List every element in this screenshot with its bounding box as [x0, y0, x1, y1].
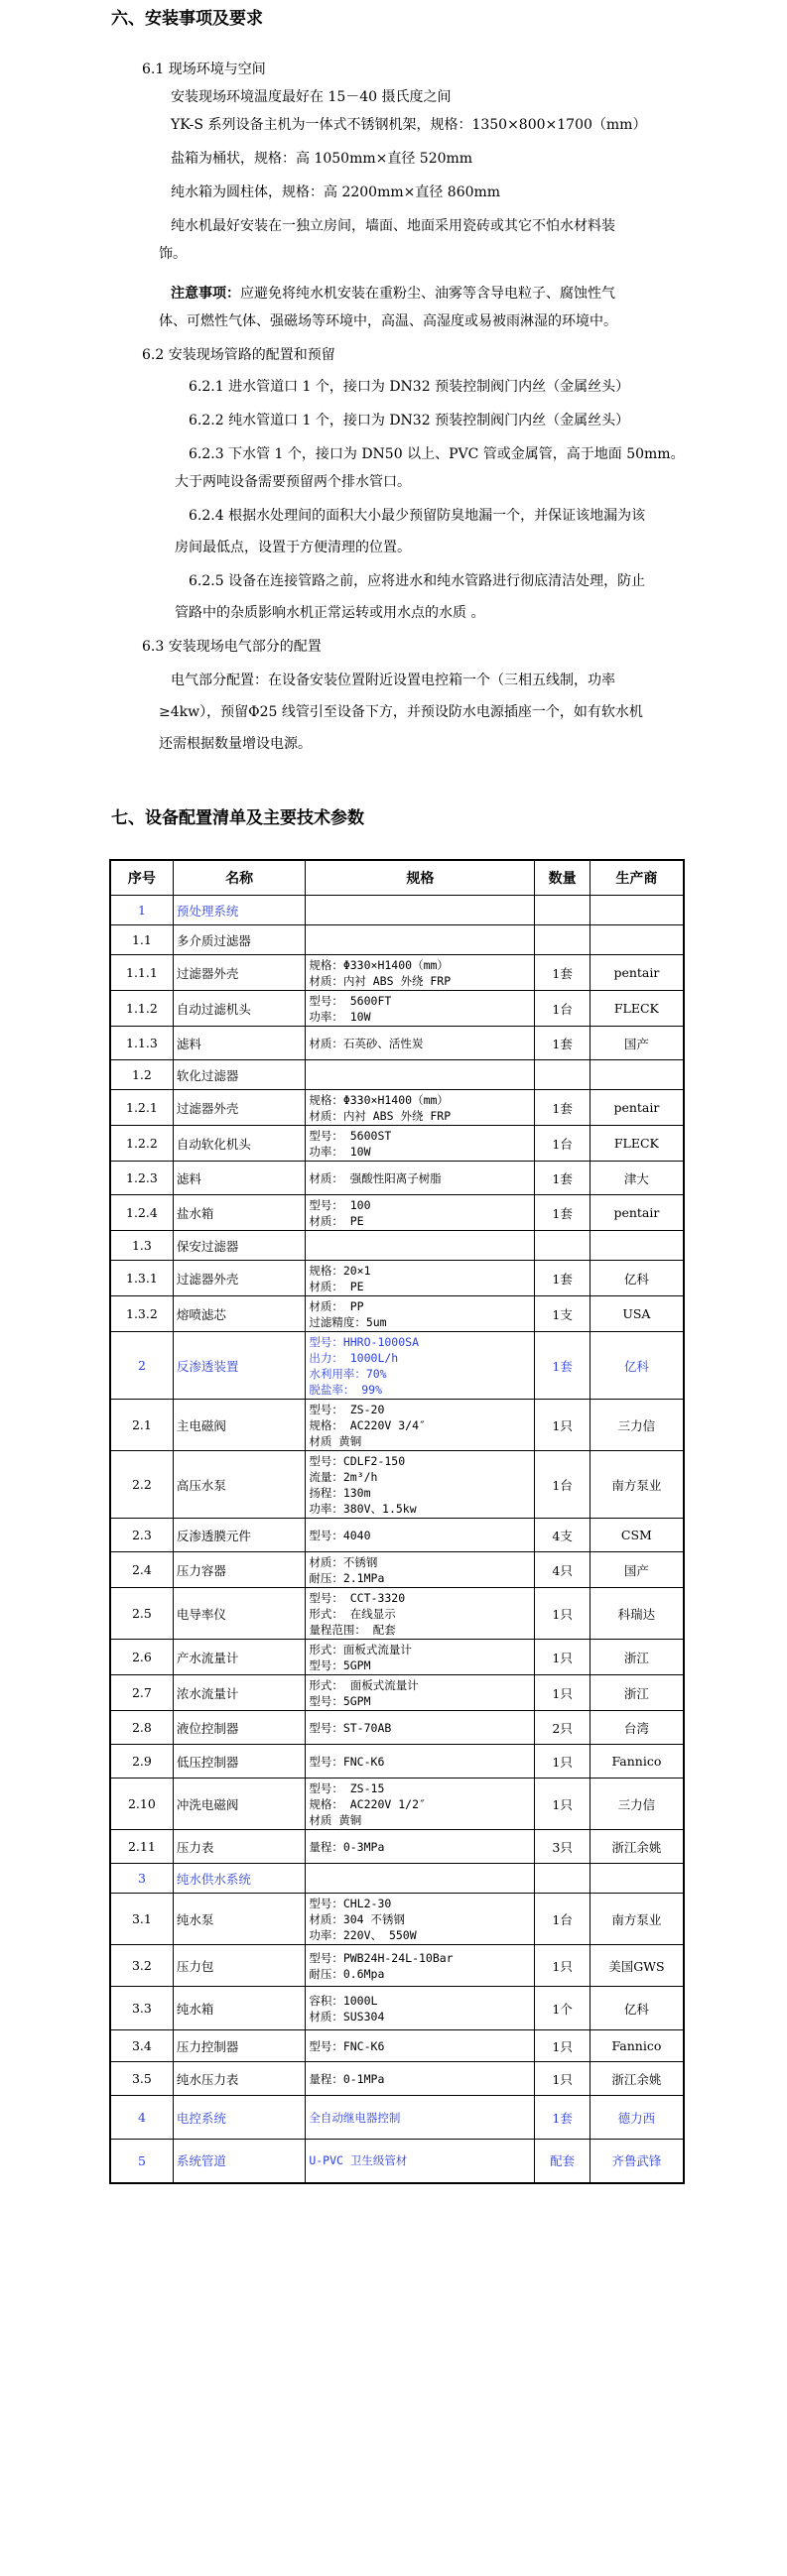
cell-no: 3.1 [110, 1894, 173, 1945]
cell-qty: 3只 [535, 1830, 590, 1864]
cell-name: 电控系统 [173, 2096, 306, 2140]
cell-name: 软化过滤器 [173, 1060, 306, 1090]
spec-line: 出力： 1000L/h [309, 1350, 399, 1365]
spec-line: 型号：5GPM [309, 1657, 371, 1672]
spec-line: 材质： 强酸性阳离子树脂 [309, 1170, 442, 1185]
cell-qty: 1套 [535, 955, 590, 991]
cell-maker: FLECK [590, 1126, 684, 1162]
cell-qty [535, 1231, 590, 1261]
cell-spec [306, 1027, 535, 1060]
spec-line: 材质：内衬 ABS 外绕 FRP [309, 973, 452, 988]
cell-spec [306, 896, 535, 925]
spec-line: 量程：0-1MPa [309, 2071, 385, 2086]
cell-no: 3.5 [110, 2062, 173, 2096]
table-row [110, 1060, 684, 1090]
table-row [110, 2096, 684, 2140]
table-row [110, 1830, 684, 1864]
table-row [110, 1332, 684, 1400]
cell-name: 保安过滤器 [173, 1231, 306, 1261]
cell-name: 多介质过滤器 [173, 925, 306, 955]
spec-line: 型号： ZS-15 [309, 1780, 385, 1795]
cell-name: 过滤器外壳 [173, 955, 306, 991]
cell-no: 2.4 [110, 1552, 173, 1588]
cell-spec [306, 1864, 535, 1894]
cell-maker [590, 896, 684, 925]
spec-line: 材质：不锈钢 [309, 1554, 378, 1569]
cell-no: 1 [110, 896, 173, 925]
cell-name: 低压控制器 [173, 1745, 306, 1779]
spec-line: 材质 黄铜 [309, 1433, 362, 1448]
cell-spec [306, 1894, 535, 1945]
cell-spec [306, 1195, 535, 1231]
cell-qty [535, 925, 590, 955]
text-line: 还需根据数量增设电源。 [159, 736, 312, 752]
cell-name: 熔喷滤芯 [173, 1296, 306, 1332]
spec-line: 材质 黄铜 [309, 1812, 362, 1827]
cell-no: 2.6 [110, 1640, 173, 1675]
cell-qty: 1套 [535, 1332, 590, 1400]
cell-qty [535, 1060, 590, 1090]
text-line: 盐箱为桶状，规格：高 1050mm×直径 520mm [171, 151, 473, 167]
cell-no: 1.3 [110, 1231, 173, 1261]
table-row [110, 1640, 684, 1675]
cell-no: 2.7 [110, 1675, 173, 1711]
table-header-row [110, 860, 684, 896]
table-row [110, 1400, 684, 1451]
cell-maker: 美国GWS [590, 1945, 684, 1987]
cell-spec [306, 1231, 535, 1261]
cell-spec [306, 1060, 535, 1090]
table-row [110, 2140, 684, 2183]
cell-name: 滤料 [173, 1027, 306, 1060]
cell-name: 纯水压力表 [173, 2062, 306, 2096]
cell-no: 1.2.1 [110, 1090, 173, 1126]
cell-spec [306, 1126, 535, 1162]
spec-line: 型号： ZS-20 [309, 1402, 385, 1416]
cell-maker: FLECK [590, 991, 684, 1027]
text-line: 房间最低点，设置于方便清理的位置。 [175, 540, 411, 555]
cell-spec [306, 1451, 535, 1519]
spec-line: 型号：HHRO-1000SA [309, 1334, 419, 1349]
cell-name: 纯水供水系统 [173, 1864, 306, 1894]
cell-maker: CSM [590, 1519, 684, 1552]
spec-line: 扬程：130m [309, 1485, 371, 1500]
table-row [110, 2062, 684, 2096]
cell-qty: 1套 [535, 1195, 590, 1231]
spec-line: 材质：SUS304 [309, 2009, 385, 2024]
cell-spec [306, 2030, 535, 2062]
cell-qty: 1只 [535, 1400, 590, 1451]
cell-qty: 1只 [535, 1945, 590, 1987]
cell-no: 2.11 [110, 1830, 173, 1864]
table-row [110, 1864, 684, 1894]
spec-line: 材质： PE [309, 1279, 364, 1293]
table-row [110, 1231, 684, 1261]
spec-line: 功率：380V、1.5kw [309, 1501, 417, 1516]
table-row [110, 2030, 684, 2062]
table-row [110, 991, 684, 1027]
header-spec: 规格 [306, 860, 535, 896]
cell-qty: 1台 [535, 1451, 590, 1519]
cell-maker: 台湾 [590, 1711, 684, 1745]
cell-spec [306, 1261, 535, 1296]
cell-qty: 1台 [535, 1126, 590, 1162]
cell-no: 1.1.3 [110, 1027, 173, 1060]
cell-qty: 1套 [535, 1162, 590, 1195]
cell-name: 纯水泵 [173, 1894, 306, 1945]
cell-name: 过滤器外壳 [173, 1090, 306, 1126]
cell-maker: 亿科 [590, 1261, 684, 1296]
cell-maker: 津大 [590, 1162, 684, 1195]
spec-line: 型号： CCT-3320 [309, 1590, 406, 1605]
spec-line: 形式： 在线显示 [309, 1606, 396, 1621]
spec-line: 材质：304 不锈钢 [309, 1911, 406, 1926]
cell-maker: Fannico [590, 2030, 684, 2062]
cell-maker: 浙江余姚 [590, 2062, 684, 2096]
cell-spec [306, 1162, 535, 1195]
table-row [110, 1945, 684, 1987]
spec-line: 材质： PE [309, 1213, 364, 1228]
cell-maker [590, 925, 684, 955]
cell-name: 液位控制器 [173, 1711, 306, 1745]
table-row [110, 896, 684, 925]
cell-qty: 1支 [535, 1296, 590, 1332]
cell-spec [306, 925, 535, 955]
cell-maker: 国产 [590, 1027, 684, 1060]
text-line: 6.2.5 设备在连接管路之前，应将进水和纯水管路进行彻底清洁处理，防止 [189, 573, 646, 589]
spec-line: 规格：Φ330×H1400（mm） [309, 1092, 449, 1107]
cell-qty: 4支 [535, 1519, 590, 1552]
cell-maker: Fannico [590, 1745, 684, 1779]
cell-no: 2.9 [110, 1745, 173, 1779]
cell-name: 浓水流量计 [173, 1675, 306, 1711]
spec-line: 规格：20×1 [309, 1263, 371, 1278]
cell-maker: 三力信 [590, 1400, 684, 1451]
cell-qty: 2只 [535, 1711, 590, 1745]
table-row [110, 1711, 684, 1745]
spec-line: 材质：石英砂、活性炭 [309, 1036, 424, 1050]
cell-no: 2.2 [110, 1451, 173, 1519]
cell-maker: 浙江 [590, 1675, 684, 1711]
spec-line: 耐压：0.6Mpa [309, 1966, 385, 1981]
section-7-title: 七、设备配置清单及主要技术参数 [111, 808, 364, 828]
spec-line: 规格： AC220V 3/4″ [309, 1417, 426, 1432]
spec-line: 过滤精度：5um [309, 1314, 387, 1329]
cell-no: 1.1 [110, 925, 173, 955]
table-row [110, 1987, 684, 2030]
spec-line: 脱盐率： 99% [309, 1382, 383, 1397]
cell-maker [590, 1864, 684, 1894]
cell-maker: 三力信 [590, 1779, 684, 1830]
cell-no: 1.3.1 [110, 1261, 173, 1296]
text-line: 6.2.2 纯水管道口 1 个，接口为 DN32 预装控制阀门内丝（金属丝头） [189, 413, 630, 429]
table-row [110, 1894, 684, 1945]
spec-line: 型号：ST-70AB [309, 1720, 392, 1735]
text-line: 纯水机最好安装在一独立房间，墙面、地面采用瓷砖或其它不怕水材料装 [171, 218, 615, 234]
table-row [110, 1451, 684, 1519]
cell-name: 产水流量计 [173, 1640, 306, 1675]
cell-maker: USA [590, 1296, 684, 1332]
cell-name: 压力包 [173, 1945, 306, 1987]
table-row [110, 1552, 684, 1588]
spec-line: 流量：2m³/h [309, 1469, 378, 1484]
text-line: 6.2.3 下水管 1 个，接口为 DN50 以上、PVC 管或金属管，高于地面 50mm。 [189, 446, 685, 462]
spec-line: 全自动继电器控制 [309, 2110, 401, 2125]
cell-maker [590, 1060, 684, 1090]
cell-spec [306, 991, 535, 1027]
cell-spec [306, 1519, 535, 1552]
cell-name: 系统管道 [173, 2140, 306, 2183]
spec-line: 型号：CHL2-30 [309, 1896, 392, 1910]
cell-no: 3.4 [110, 2030, 173, 2062]
cell-name: 高压水泵 [173, 1451, 306, 1519]
cell-spec [306, 1296, 535, 1332]
cell-qty: 1只 [535, 1588, 590, 1640]
cell-qty: 4只 [535, 1552, 590, 1588]
cell-name: 过滤器外壳 [173, 1261, 306, 1296]
cell-spec [306, 1552, 535, 1588]
cell-no: 3 [110, 1864, 173, 1894]
spec-line: 量程范围： 配套 [309, 1622, 396, 1637]
spec-line: 型号：5GPM [309, 1693, 371, 1708]
cell-maker: pentair [590, 955, 684, 991]
cell-maker: pentair [590, 1195, 684, 1231]
spec-line: 规格：Φ330×H1400（mm） [309, 957, 449, 972]
cell-maker: 齐鲁武锋 [590, 2140, 684, 2183]
table-row [110, 1261, 684, 1296]
header-maker: 生产商 [590, 860, 684, 896]
cell-name: 反渗透装置 [173, 1332, 306, 1400]
text-line: 大于两吨设备需要预留两个排水管口。 [175, 474, 411, 490]
spec-line: 材质：内衬 ABS 外绕 FRP [309, 1108, 452, 1123]
spec-line: 材质： PP [309, 1298, 364, 1313]
cell-no: 2.1 [110, 1400, 173, 1451]
spec-line: 型号： 100 [309, 1197, 371, 1212]
table-row [110, 1296, 684, 1332]
text-line: 6.2.1 进水管道口 1 个，接口为 DN32 预装控制阀门内丝（金属丝头） [189, 379, 630, 395]
table-row [110, 1779, 684, 1830]
cell-name: 压力控制器 [173, 2030, 306, 2062]
cell-spec [306, 1987, 535, 2030]
note-label: 注意事项： [171, 286, 240, 302]
spec-line: 功率： 10W [309, 1144, 371, 1159]
cell-name: 滤料 [173, 1162, 306, 1195]
spec-line: 水利用率：70% [309, 1366, 387, 1381]
cell-no: 1.2 [110, 1060, 173, 1090]
spec-line: 型号：CDLF2-150 [309, 1453, 406, 1468]
cell-spec [306, 1945, 535, 1987]
note-line-2: 体、可燃性气体、强磁场等环境中，高温、高湿度或易被雨淋湿的环境中。 [159, 313, 617, 329]
table-row [110, 1195, 684, 1231]
cell-maker: 科瑞达 [590, 1588, 684, 1640]
spec-line: 型号：FNC-K6 [309, 1754, 385, 1769]
spec-line: 功率： 10W [309, 1009, 371, 1024]
header-qty: 数量 [535, 860, 590, 896]
table-row [110, 1519, 684, 1552]
cell-spec [306, 1830, 535, 1864]
cell-spec [306, 1745, 535, 1779]
text-line: ≥4kw），预留Φ25 线管引至设备下方，并预设防水电源插座一个，如有软水机 [159, 704, 643, 720]
cell-no: 2.5 [110, 1588, 173, 1640]
cell-no: 2.3 [110, 1519, 173, 1552]
cell-name: 自动过滤机头 [173, 991, 306, 1027]
spec-line: 型号： 5600FT [309, 993, 392, 1008]
cell-qty: 1只 [535, 1640, 590, 1675]
spec-line: 量程：0-3MPa [309, 1839, 385, 1854]
cell-maker [590, 1231, 684, 1261]
cell-qty [535, 1864, 590, 1894]
cell-qty: 1只 [535, 1779, 590, 1830]
cell-spec [306, 1090, 535, 1126]
cell-spec [306, 1640, 535, 1675]
spec-line: 型号：4040 [309, 1528, 371, 1542]
cell-name: 预处理系统 [173, 896, 306, 925]
table-row [110, 1588, 684, 1640]
table-row [110, 1745, 684, 1779]
cell-no: 1.2.3 [110, 1162, 173, 1195]
cell-name: 盐水箱 [173, 1195, 306, 1231]
table-row [110, 1162, 684, 1195]
cell-name: 压力容器 [173, 1552, 306, 1588]
cell-no: 1.1.1 [110, 955, 173, 991]
cell-name: 压力表 [173, 1830, 306, 1864]
spec-line: 容积：1000L [309, 1993, 378, 2008]
cell-qty: 1套 [535, 1090, 590, 1126]
cell-qty: 1台 [535, 1894, 590, 1945]
heading-6-1: 6.1 现场环境与空间 [142, 61, 266, 77]
cell-spec [306, 955, 535, 991]
cell-no: 2 [110, 1332, 173, 1400]
spec-line: 功率：220V、 550W [309, 1927, 417, 1942]
text-line: 安装现场环境温度最好在 15－40 摄氏度之间 [171, 89, 452, 105]
cell-maker: 南方泵业 [590, 1894, 684, 1945]
cell-qty: 1只 [535, 2030, 590, 2062]
cell-qty: 1台 [535, 991, 590, 1027]
note-line-1 [171, 280, 615, 307]
cell-spec [306, 1588, 535, 1640]
cell-spec [306, 1711, 535, 1745]
text-line: 6.2.4 根据水处理间的面积大小最少预留防臭地漏一个，并保证该地漏为该 [189, 508, 646, 524]
spec-line: 型号：PWB24H-24L-10Bar [309, 1950, 454, 1965]
section-6-title: 六、安装事项及要求 [111, 9, 263, 29]
cell-maker: 亿科 [590, 1987, 684, 2030]
heading-6-3: 6.3 安装现场电气部分的配置 [142, 639, 322, 655]
cell-maker: 浙江余姚 [590, 1830, 684, 1864]
cell-qty [535, 896, 590, 925]
note-text: 应避免将纯水机安装在重粉尘、油雾等含导电粒子、腐蚀性气 [240, 286, 615, 302]
cell-qty: 1个 [535, 1987, 590, 2030]
cell-maker: 德力西 [590, 2096, 684, 2140]
cell-maker: 南方泵业 [590, 1451, 684, 1519]
cell-no: 1.1.2 [110, 991, 173, 1027]
table-row [110, 925, 684, 955]
header-name: 名称 [173, 860, 306, 896]
cell-maker: 亿科 [590, 1332, 684, 1400]
cell-no: 5 [110, 2140, 173, 2183]
text-line: 纯水箱为圆柱体，规格：高 2200mm×直径 860mm [171, 184, 501, 200]
cell-spec [306, 2140, 535, 2183]
cell-qty: 1只 [535, 1675, 590, 1711]
spec-line: 型号：FNC-K6 [309, 2038, 385, 2053]
cell-name: 反渗透膜元件 [173, 1519, 306, 1552]
cell-no: 1.3.2 [110, 1296, 173, 1332]
cell-spec [306, 1675, 535, 1711]
text-line: 饰。 [159, 246, 187, 262]
equipment-table [109, 859, 685, 2184]
cell-no: 1.2.2 [110, 1126, 173, 1162]
cell-qty: 1套 [535, 2096, 590, 2140]
cell-spec [306, 1332, 535, 1400]
cell-spec [306, 2062, 535, 2096]
cell-no: 1.2.4 [110, 1195, 173, 1231]
heading-6-2: 6.2 安装现场管路的配置和预留 [142, 347, 335, 363]
cell-spec [306, 2096, 535, 2140]
cell-spec [306, 1779, 535, 1830]
table-row [110, 1126, 684, 1162]
text-line: 管路中的杂质影响水机正常运转或用水点的水质 。 [175, 605, 485, 621]
spec-line: 形式： 面板式流量计 [309, 1677, 419, 1692]
spec-line: 形式：面板式流量计 [309, 1642, 412, 1656]
cell-no: 2.10 [110, 1779, 173, 1830]
cell-qty: 1套 [535, 1261, 590, 1296]
cell-qty: 配套 [535, 2140, 590, 2183]
table-row [110, 1090, 684, 1126]
text-line: YK-S 系列设备主机为一体式不锈钢机架，规格：1350×800×1700（mm） [171, 117, 647, 133]
cell-no: 4 [110, 2096, 173, 2140]
spec-line: 规格： AC220V 1/2″ [309, 1796, 426, 1811]
spec-line: 型号： 5600ST [309, 1128, 392, 1143]
cell-maker: 国产 [590, 1552, 684, 1588]
text-line: 电气部分配置：在设备安装位置附近设置电控箱一个（三相五线制，功率 [171, 673, 615, 688]
cell-qty: 1只 [535, 2062, 590, 2096]
cell-no: 3.2 [110, 1945, 173, 1987]
cell-name: 主电磁阀 [173, 1400, 306, 1451]
cell-name: 纯水箱 [173, 1987, 306, 2030]
cell-qty: 1套 [535, 1027, 590, 1060]
spec-line: U-PVC 卫生级管材 [309, 2153, 408, 2168]
cell-qty: 1只 [535, 1745, 590, 1779]
table-row [110, 1675, 684, 1711]
table-body [110, 896, 684, 2183]
cell-spec [306, 1400, 535, 1451]
cell-name: 自动软化机头 [173, 1126, 306, 1162]
cell-maker: 浙江 [590, 1640, 684, 1675]
table-row [110, 955, 684, 991]
cell-maker: pentair [590, 1090, 684, 1126]
header-no: 序号 [110, 860, 173, 896]
spec-line: 耐压：2.1MPa [309, 1570, 385, 1585]
cell-no: 2.8 [110, 1711, 173, 1745]
cell-name: 电导率仪 [173, 1588, 306, 1640]
cell-no: 3.3 [110, 1987, 173, 2030]
cell-name: 冲洗电磁阀 [173, 1779, 306, 1830]
table-row [110, 1027, 684, 1060]
